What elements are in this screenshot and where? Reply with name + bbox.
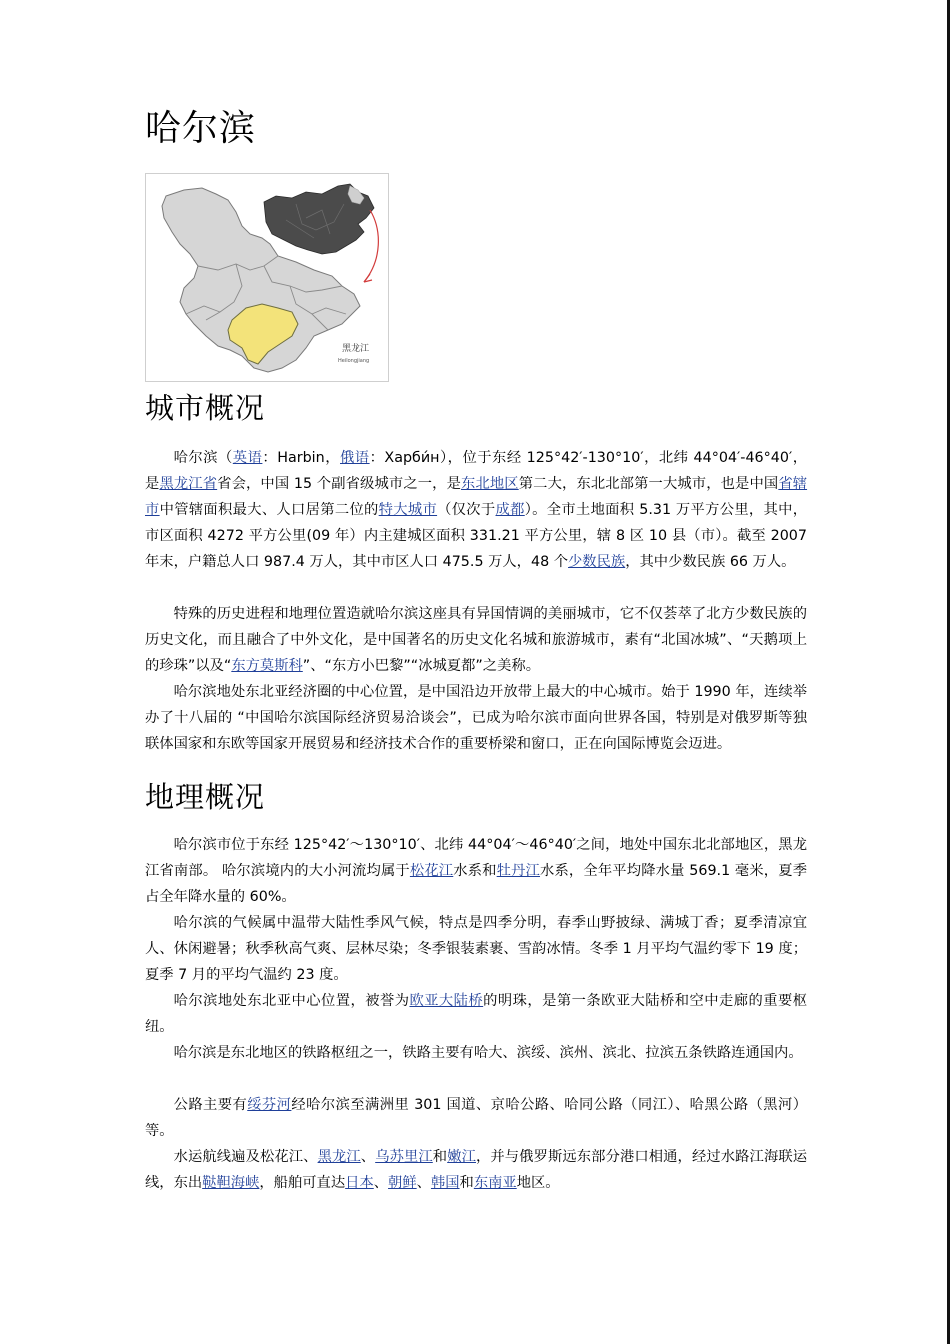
location-map-image (145, 173, 389, 382)
inline-link[interactable]: 东方莫斯科 (231, 658, 303, 674)
paragraph-text: 水运航线遍及松花江、 (173, 1149, 318, 1165)
map-label: 黑龙江 (342, 344, 370, 354)
paragraph-text: 中管辖面积最大、人口居第二位的 (159, 502, 379, 518)
paragraph-text: 哈尔滨地处东北亚中心位置，被誉为 (173, 993, 410, 1009)
inline-link[interactable]: 东北地区 (461, 476, 519, 492)
inline-link[interactable]: 韩国 (430, 1175, 460, 1191)
paragraph-text: ：Харби́н），位于东经 125°42′-130°10′，北纬 44°04′-46°40′，是 (145, 450, 808, 492)
paragraph (145, 1144, 807, 1196)
paragraph (145, 601, 807, 679)
paragraph (145, 1092, 807, 1144)
page-title: 哈尔滨 (145, 108, 257, 149)
paragraph (145, 445, 807, 575)
inline-link[interactable]: 英语 (232, 450, 263, 466)
inline-link[interactable]: 日本 (345, 1175, 374, 1191)
paragraph-text: 哈尔滨的气候属中温带大陆性季风气候，特点是四季分明，春季山野披绿、满城丁香；夏季清凉宜人、休闲避暑；秋季秋高气爽、层林尽染；冬季银装素裹、雪韵冰情。冬季 1 月平均气温约零下 19 度；夏季 7 月的平均气温约 23 度。 (145, 915, 807, 983)
paragraph-text: 哈尔滨（ (173, 450, 233, 466)
paragraph-text: 、 (373, 1175, 389, 1191)
red-arrowhead-icon (364, 274, 372, 282)
paragraph-text: 水系，全年平均降水量 569.1 毫米，夏季占全年降水量的 60%。 (145, 863, 808, 905)
paragraph-text: ，船舶可直达 (259, 1175, 346, 1191)
inline-link[interactable]: 黑龙江省 (159, 476, 218, 492)
paragraph-text: 地区。 (516, 1175, 560, 1191)
inline-link[interactable]: 鞑靼海峡 (202, 1175, 260, 1191)
map-sublabel: Heilongjiang (338, 358, 370, 364)
inline-link[interactable]: 绥芬河 (247, 1097, 292, 1113)
inline-link[interactable]: 特大城市 (378, 502, 438, 518)
paragraph (145, 1040, 807, 1066)
paragraph-text: ）。全市土地面积 5.31 万平方公里，其中，市区面积 4272 平方公里(09 年）内主建城区面积 331.21 平方公里，辖 8 区 10 县（市）。截至 2007 年末，户籍总人口 987.4 万人，其中市区人口 475.5 万人，48 个 (145, 502, 808, 570)
paragraph-text: 、 (416, 1175, 431, 1191)
red-arrow-icon (364, 210, 378, 282)
paragraph-text: ：Harbin， (262, 450, 340, 466)
inline-link[interactable]: 成都 (495, 502, 525, 518)
inline-link[interactable]: 东南亚 (473, 1175, 517, 1191)
inline-link[interactable]: 嫩江 (447, 1149, 476, 1165)
heilongjiang-map-svg (146, 174, 388, 381)
inline-link[interactable]: 黑龙江 (317, 1149, 361, 1165)
paragraph-text: （仅次于 (437, 502, 496, 518)
paragraph-text: 水系和 (453, 863, 497, 879)
inline-link[interactable]: 松花江 (409, 863, 454, 879)
inline-link[interactable]: 欧亚大陆桥 (409, 993, 484, 1009)
inline-link[interactable]: 俄语 (340, 450, 370, 466)
inline-link[interactable]: 乌苏里江 (375, 1149, 433, 1165)
paragraph-text: 哈尔滨是东北地区的铁路枢纽之一，铁路主要有哈大、滨绥、滨州、滨北、拉滨五条铁路连通国内。 (173, 1045, 803, 1061)
paragraph-text: 经哈尔滨至满洲里 301 国道、京哈公路、哈同公路（同江）、哈黑公路（黑河）等。 (145, 1097, 808, 1139)
paragraph-text: 公路主要有 (173, 1097, 248, 1113)
paragraph (145, 910, 807, 988)
paragraph-text: 的明珠，是第一条欧亚大陆桥和空中走廊的重要枢纽。 (145, 993, 808, 1035)
inline-link[interactable]: 牡丹江 (496, 863, 541, 879)
paragraph-text: 哈尔滨地处东北亚经济圈的中心位置，是中国沿边开放带上最大的中心城市。始于 1990 年，连续举办了十八届的 “中国哈尔滨国际经济贸易洽谈会”，已成为哈尔滨市面向世界各国，特别是对俄罗斯等独联体国家和东欧等国家开展贸易和经济技术合作的重要桥梁和窗口，正在向国际博览会迈进。 (145, 684, 807, 752)
paragraph-text: 第二大，东北北部第一大城市，也是中国 (518, 476, 779, 492)
paragraph-text: 、 (360, 1149, 376, 1165)
paragraph (145, 679, 807, 757)
paragraph-text: 和 (432, 1149, 448, 1165)
section-heading-city: 城市概况 (145, 391, 266, 425)
section-heading-geo: 地理概况 (145, 780, 266, 814)
paragraph-text: 哈尔滨市位于东经 125°42′～130°10′、北纬 44°04′～46°40′之间，地处中国东北北部地区，黑龙江省南部。 哈尔滨境内的大小河流均属于 (145, 837, 807, 879)
inline-link[interactable]: 省辖市 (145, 476, 808, 518)
paragraph (145, 832, 807, 910)
paragraph-text: 省会，中国 15 个副省级城市之一，是 (217, 476, 462, 492)
paragraph-text: ”、“东方小巴黎”“冰城夏都”之美称。 (302, 658, 540, 674)
paragraph-text: 和 (459, 1175, 474, 1191)
inline-link[interactable]: 少数民族 (568, 554, 626, 570)
paragraph-text: ，其中少数民族 66 万人。 (625, 554, 796, 570)
paragraph (145, 988, 807, 1040)
paragraph-text: 特殊的历史进程和地理位置造就哈尔滨这座具有异国情调的美丽城市，它不仅荟萃了北方少数民族的历史文化，而且融合了中外文化，是中国著名的历史文化名城和旅游城市，素有“北国冰城”、“天鹅项上的珍珠”以及“ (145, 606, 807, 674)
paragraph-text: ，并与俄罗斯远东部分港口相通，经过水路江海联运线，东出 (145, 1149, 808, 1191)
inline-link[interactable]: 朝鲜 (388, 1175, 417, 1191)
